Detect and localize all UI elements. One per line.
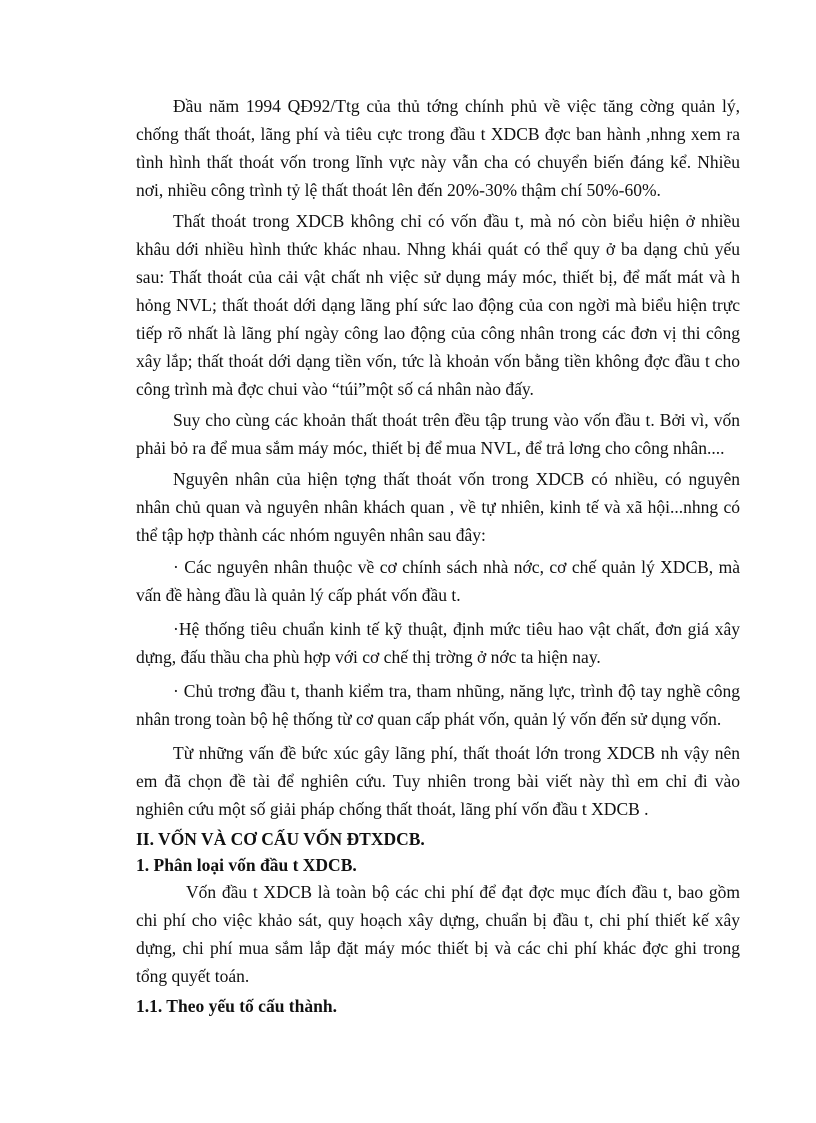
subsubsection-heading: 1.1. Theo yếu tố cấu thành. (136, 996, 337, 1016)
document-body (136, 92, 740, 1019)
paragraph-capital-definition: Vốn đầu t XDCB là toàn bộ các chi phí để đạt đợc mục đích đầu t, bao gồm chi phí cho việc khảo sát, quy hoạch xây dựng, chuẩn bị đầu t, chi phí thiết kế xây dựng, chi phí mua sắm lắp đặt máy móc thiết bị và các chi phí khác đợc ghi trong tổng quyết toán. (136, 882, 740, 986)
bullet-policy-causes: · Các nguyên nhân thuộc về cơ chính sách nhà nớc, cơ chế quản lý XDCB, mà vấn đề hàng đầu là quản lý cấp phát vốn đầu t. (136, 557, 740, 605)
paragraph-capital-focus: Suy cho cùng các khoản thất thoát trên đều tập trung vào vốn đầu t. Bởi vì, vốn phải bỏ ra để mua sắm máy móc, thiết bị để mua NVL, để trả lơng cho công nhân.... (136, 410, 740, 458)
subsection-heading: 1. Phân loại vốn đầu t XDCB. (136, 855, 357, 875)
paragraph-causes: Nguyên nhân của hiện tợng thất thoát vốn trong XDCB có nhiều, có nguyên nhân chủ quan và nguyên nhân khách quan , về tự nhiên, kinh tế và xã hội...nhng có thể tập hợp thành các nhóm nguyên nhân sau đây: (136, 469, 740, 545)
bullet-standards-causes: ·Hệ thống tiêu chuẩn kinh tế kỹ thuật, định mức tiêu hao vật chất, đơn giá xây dựng, đấu thầu cha phù hợp với cơ chế thị trờng ở nớc ta hiện nay. (136, 619, 740, 667)
paragraph-intro: Đầu năm 1994 QĐ92/Ttg của thủ tớng chính phủ về việc tăng cờng quản lý, chống thất thoát, lãng phí và tiêu cực trong đầu t XDCB đợc ban hành ,nhng xem ra tình hình thất thoát vốn trong lĩnh vực này vẫn cha có chuyển biến đáng kể. Nhiều nơi, nhiều công trình tỷ lệ thất thoát lên đến 20%-30% thậm chí 50%-60%. (136, 96, 740, 200)
paragraph-loss-forms: Thất thoát trong XDCB không chỉ có vốn đầu t, mà nó còn biểu hiện ở nhiều khâu dới nhiều hình thức khác nhau. Nhng khái quát có thể quy ở ba dạng chủ yếu sau: Thất thoát của cải vật chất nh việc sử dụng máy móc, thiết bị, để mất mát và h hỏng NVL; thất thoát dới dạng lãng phí sức lao động của con ngời mà biểu hiện trực tiếp rõ nhất là lãng phí ngày công lao động của công nhân trong các đơn vị thi công xây lắp; thất thoát dới dạng tiền vốn, tức là khoản vốn bằng tiền không đợc đầu t cho công trình mà đợc chui vào “túi”một số cá nhân nào đấy. (136, 211, 740, 399)
paragraph-closing: Từ những vấn đề bức xúc gây lãng phí, thất thoát lớn trong XDCB nh vậy nên em đã chọn đề tài để nghiên cứu. Tuy nhiên trong bài viết này thì em chỉ đi vào nghiên cứu một số giải pháp chống thất thoát, lãng phí vốn đầu t XDCB . (136, 743, 740, 819)
bullet-governance-causes: · Chủ trơng đầu t, thanh kiểm tra, tham nhũng, năng lực, trình độ tay nghề công nhân trong toàn bộ hệ thống từ cơ quan cấp phát vốn, quản lý vốn đến sử dụng vốn. (136, 681, 740, 729)
section-heading: II. VỐN VÀ CƠ CẤU VỐN ĐTXDCB. (136, 829, 425, 849)
